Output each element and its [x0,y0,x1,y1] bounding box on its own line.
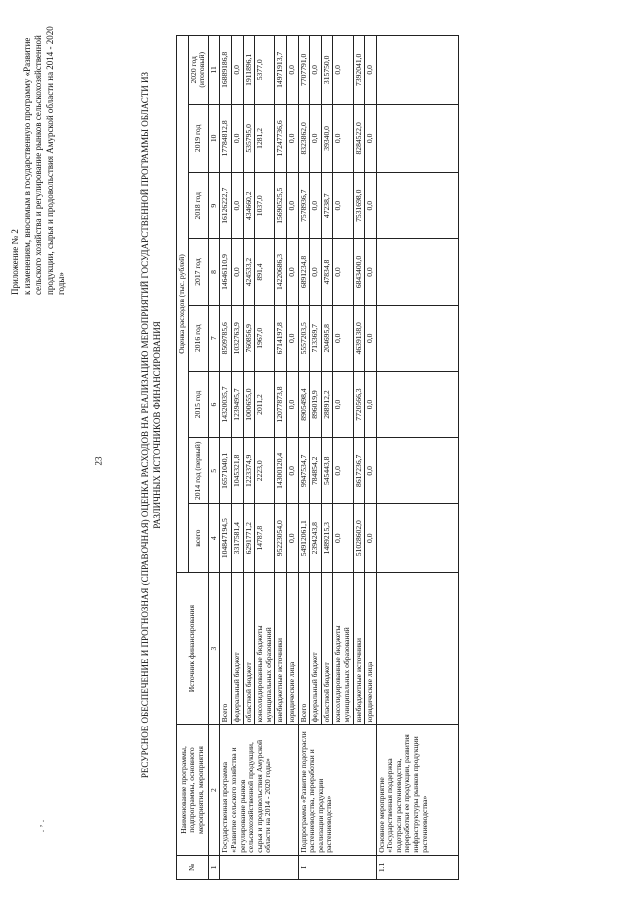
funding-source: юридические лица [365,572,377,724]
row-title: Подпрограмма «Развитие подотрасли растениеводства, переработки и реализации продукции растениеводства» [298,725,376,855]
row-title: Государственная программа «Развитие сельского хозяйства и регулирование рынков сельскохозяйственной продукции, сырья и продовольствия Амурской области на 2014 - 2020 годы» [220,725,298,855]
funding-table [176,35,459,880]
amount-cell: 0,0 [365,36,377,105]
table-row [376,36,458,880]
appendix-number: Приложение № 2 [10,229,20,295]
amount-cell: 1239495,7 [231,371,243,437]
amount-cell: 0,0 [286,371,298,437]
column-number: 9 [208,173,220,239]
column-number: 7 [208,305,220,371]
funding-source: федеральный бюджет [310,572,322,724]
amount-cell: 535795,0 [243,104,255,172]
empty-cell [376,36,458,105]
funding-source: консолидированные бюджеты муниципальных образований [333,572,353,724]
amount-cell: 0,0 [333,371,353,437]
amount-cell: 12077873,8 [275,371,287,437]
header-2017: 2017 год [188,239,208,305]
header-2016: 2016 год [188,305,208,371]
amount-cell: 315750,0 [321,36,333,105]
row-number: 1.1 [376,855,458,879]
amount-cell: 15690525,5 [275,173,287,239]
amount-cell: 0,0 [333,305,353,371]
empty-cell [376,104,458,172]
empty-cell [376,438,458,504]
column-number: 8 [208,239,220,305]
appendix-note [10,5,68,295]
amount-cell: 14646110,9 [220,239,232,305]
amount-cell: 104847194,5 [220,504,232,572]
amount-cell: 204695,8 [321,305,333,371]
amount-cell: 784854,2 [310,438,322,504]
amount-cell: 0,0 [310,36,322,105]
amount-cell: 7578936,7 [298,173,310,239]
empty-cell [376,239,458,305]
funding-source: областной бюджет [243,572,255,724]
amount-cell: 0,0 [333,438,353,504]
amount-cell: 14787,8 [255,504,275,572]
amount-cell: 545443,8 [321,438,333,504]
amount-cell: 0,0 [310,173,322,239]
amount-cell: 0,0 [286,239,298,305]
funding-source: областной бюджет [321,572,333,724]
amount-cell: 8284522,0 [353,104,365,172]
amount-cell: 896019,9 [310,371,322,437]
amount-cell: 0,0 [365,504,377,572]
amount-cell: 424533,2 [243,239,255,305]
amount-cell: 3317581,4 [231,504,243,572]
amount-cell: 0,0 [231,36,243,105]
amount-cell: 1032763,9 [231,305,243,371]
funding-source: Всего [298,572,310,724]
empty-cell [376,173,458,239]
amount-cell: 47834,8 [321,239,333,305]
column-number: 1 [208,855,220,879]
amount-cell: 0,0 [333,36,353,105]
funding-source: внебюджетные источники [275,572,287,724]
amount-cell: 47238,7 [321,173,333,239]
empty-cell [376,305,458,371]
row-number: I [298,855,376,879]
amount-cell: 0,0 [286,36,298,105]
amount-cell: 8617236,7 [353,438,365,504]
amount-cell: 51028602,0 [353,504,365,572]
amount-cell: 14300120,4 [275,438,287,504]
amount-cell: 0,0 [286,504,298,572]
header-2019: 2019 год [188,104,208,172]
amount-cell: 7531698,0 [353,173,365,239]
amount-cell: 1967,0 [255,305,275,371]
amount-cell: 1045321,8 [231,438,243,504]
column-number: 6 [208,371,220,437]
amount-cell: 14220686,3 [275,239,287,305]
amount-cell: 6843400,0 [353,239,365,305]
row-title: Основное мероприятие «Государственная поддержка подотрасли растениеводства, переработки ее продукции, развития инфраструктуры рынков продукции растениеводства» [376,725,458,855]
scan-mark: ·’· [38,817,49,833]
amount-cell: 1489215,3 [321,504,333,572]
amount-cell: 0,0 [365,104,377,172]
funding-source: внебюджетные источники [353,572,365,724]
table-row [220,36,232,880]
amount-cell: 17784812,8 [220,104,232,172]
amount-cell: 8323862,0 [298,104,310,172]
empty-cell [376,371,458,437]
amount-cell: 1037,0 [255,173,275,239]
amount-cell: 16889186,8 [220,36,232,105]
header-2015: 2015 год [188,371,208,437]
amount-cell: 0,0 [333,239,353,305]
amount-cell: 4639138,0 [353,305,365,371]
amount-cell: 0,0 [365,305,377,371]
amount-cell: 0,0 [286,438,298,504]
amount-cell: 2394243,8 [310,504,322,572]
amount-cell: 5557203,5 [298,305,310,371]
amount-cell: 288912,2 [321,371,333,437]
amount-cell: 17247736,6 [275,104,287,172]
funding-source: юридические лица [286,572,298,724]
amount-cell: 5377,0 [255,36,275,105]
empty-cell [376,572,458,724]
amount-cell: 0,0 [286,104,298,172]
amount-cell: 760856,9 [243,305,255,371]
amount-cell: 0,0 [231,104,243,172]
amount-cell: 0,0 [365,438,377,504]
column-number: 3 [208,572,220,724]
page-title: РЕСУРСНОЕ ОБЕСПЕЧЕНИЕ И ПРОГНОЗНАЯ (СПРАВОЧНАЯ) ОЦЕНКА РАСХОДОВ НА РЕАЛИЗАЦИЮ МЕРОПРИЯТИЙ ГОСУДАРСТВЕННОЙ ПРОГРАММЫ ОБЛАСТИ ИЗ РАЗЛИЧНЫХ ИСТОЧНИКОВ ФИНАНСИРОВАНИЯ [140,71,162,779]
amount-cell: 0,0 [231,239,243,305]
column-number: 11 [208,36,220,105]
funding-source: консолидированные бюджеты муниципальных образований [255,572,275,724]
amount-cell: 2011,2 [255,371,275,437]
amount-cell: 0,0 [286,173,298,239]
amount-cell: 0,0 [286,305,298,371]
amount-cell: 8905498,4 [298,371,310,437]
amount-cell: 95223054,0 [275,504,287,572]
page-number: 23 [93,456,104,466]
amount-cell: 39340,0 [321,104,333,172]
column-number-row [208,36,220,880]
header-2018: 2018 год [188,173,208,239]
column-number: 10 [208,104,220,172]
row-number [220,855,298,879]
amount-cell: 6891234,8 [298,239,310,305]
amount-cell: 6714197,8 [275,305,287,371]
empty-cell [376,504,458,572]
amount-cell: 0,0 [333,504,353,572]
table-body [220,36,458,880]
header-2014: 2014 год (первый) [188,438,208,504]
amount-cell: 0,0 [365,173,377,239]
amount-cell: 54912061,1 [298,504,310,572]
amount-cell: 891,4 [255,239,275,305]
header-total: всего [188,504,208,572]
column-number: 5 [208,438,220,504]
amount-cell: 6291771,2 [243,504,255,572]
amount-cell: 8509785,6 [220,305,232,371]
amount-cell: 14320035,7 [220,371,232,437]
amount-cell: 16126222,7 [220,173,232,239]
amount-cell: 14971913,7 [275,36,287,105]
amount-cell: 434660,2 [243,173,255,239]
amount-cell: 2223,0 [255,438,275,504]
table-row [298,36,310,880]
column-number: 4 [208,504,220,572]
amount-cell: 0,0 [310,104,322,172]
amount-cell: 0,0 [333,173,353,239]
amount-cell: 9947534,7 [298,438,310,504]
header-estimate: Оценка расходов (тыс. рублей) [177,36,189,573]
amount-cell: 7707791,0 [298,36,310,105]
amount-cell: 1281,2 [255,104,275,172]
funding-source: Всего [220,572,232,724]
amount-cell: 0,0 [333,104,353,172]
amount-cell: 1911896,1 [243,36,255,105]
header-2020: 2020 год (итоговый) [188,36,208,105]
amount-cell: 1000655,0 [243,371,255,437]
amount-cell: 16571040,1 [220,438,232,504]
amount-cell: 0,0 [231,173,243,239]
funding-source: федеральный бюджет [231,572,243,724]
amount-cell: 0,0 [365,239,377,305]
header-num: № [177,855,209,879]
amount-cell: 0,0 [310,239,322,305]
amount-cell: 1223374,9 [243,438,255,504]
column-number: 2 [208,725,220,855]
amount-cell: 7392041,0 [353,36,365,105]
amount-cell: 7720566,3 [353,371,365,437]
appendix-text: к изменениям, вносимым в государственную программу «Развитие сельского хозяйства и регулирование рынков сельскохозяйственной продукции, сырья и продовольствия Амурской области на 2014 - 2020 годы» [21,26,66,295]
amount-cell: 0,0 [365,371,377,437]
amount-cell: 713369,7 [310,305,322,371]
header-source: Источник финансирования [177,572,209,724]
header-name: Наименование программы, подпрограммы, основного мероприятия, мероприятия [177,725,209,855]
